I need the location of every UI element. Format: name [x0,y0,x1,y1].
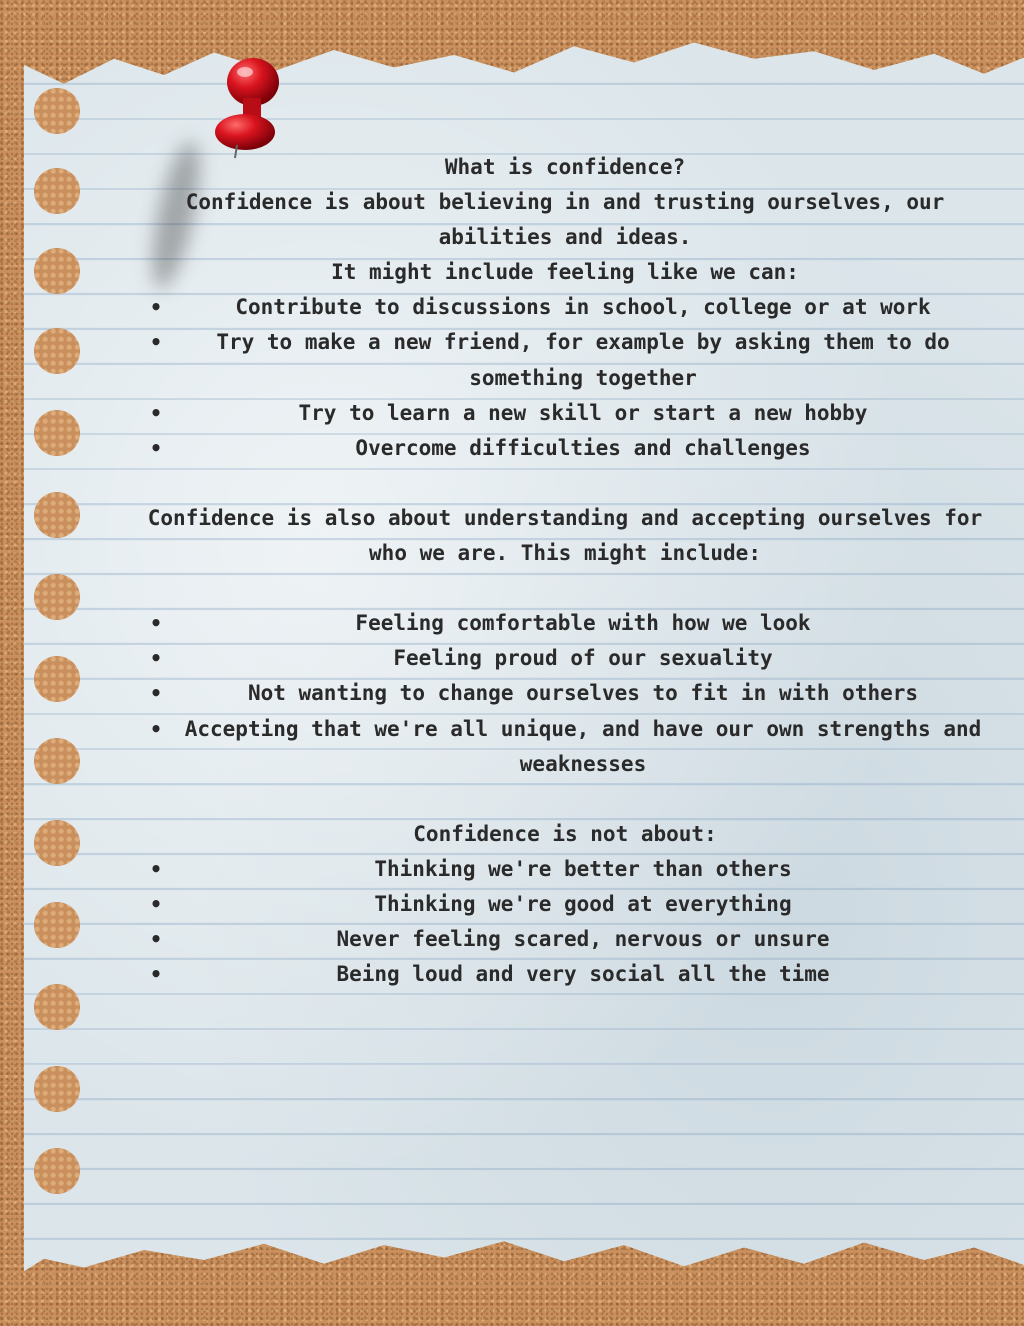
list-item: • Thinking we're better than others [140,852,990,887]
not-list [140,852,990,992]
binder-hole [34,738,80,784]
binder-hole [34,574,80,620]
list-item: • Contribute to discussions in school, college or at work [140,290,990,325]
binder-hole [34,248,80,294]
binder-hole [34,410,80,456]
confidence-text [140,150,990,992]
binder-hole [34,1148,80,1194]
binder-hole [34,820,80,866]
binder-hole [34,1066,80,1112]
push-pin-icon [205,50,295,160]
binder-hole [34,88,80,134]
list-item: • Thinking we're good at everything [140,887,990,922]
list-item: • Not wanting to change ourselves to fit in with others [140,676,990,711]
list-item: • Try to learn a new skill or start a new hobby [140,396,990,431]
binder-hole [34,902,80,948]
list-item: • Try to make a new friend, for example by asking them to do something together [140,325,990,395]
section-heading: Confidence is not about: [413,821,717,846]
list-item: • Feeling proud of our sexuality [140,641,990,676]
heading: What is confidence? [444,155,686,179]
list-item: • Being loud and very social all the time [140,957,990,992]
binder-hole [34,984,80,1030]
binder-hole [34,656,80,702]
binder-hole [34,168,80,214]
intro-text: It might include feeling like we can: [331,260,799,285]
binder-hole [34,492,80,538]
list-item: • Accepting that we're all unique, and have our own strengths and weaknesses [140,712,990,782]
accept-list [140,606,990,781]
list-item: • Never feeling scared, nervous or unsure [140,922,990,957]
intro-text: Confidence is about believing in and trusting ourselves, our abilities and ideas. [185,190,945,250]
list-item: • Overcome difficulties and challenges [140,431,990,466]
binder-hole [34,328,80,374]
can-list [140,290,990,465]
section-intro: Confidence is also about understanding and accepting ourselves for who we are. This might include: [147,505,983,566]
list-item: • Feeling comfortable with how we look [140,606,990,641]
